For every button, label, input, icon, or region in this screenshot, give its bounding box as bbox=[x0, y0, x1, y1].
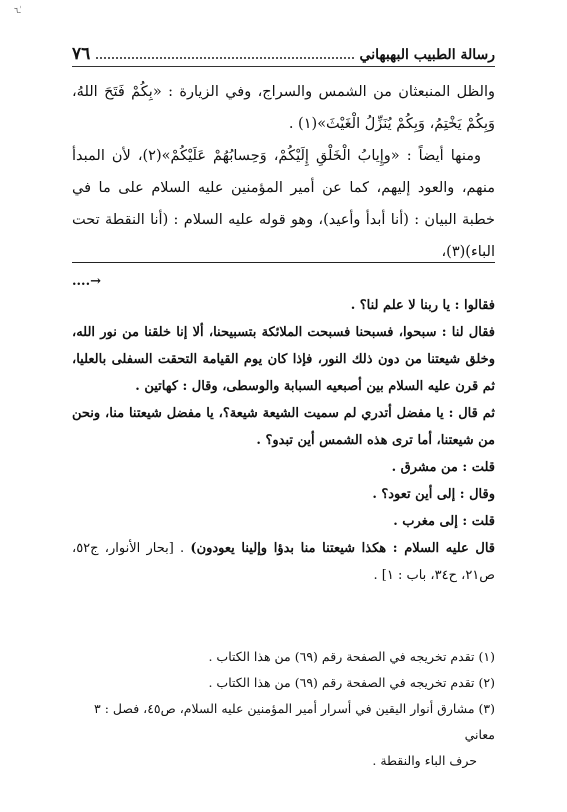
note-citation: . [بحار الأنوار، ج٥٢، ص٢١، ح٣٤، باب : ١] . bbox=[72, 541, 495, 583]
note-line: فقال لنا : سبحوا، فسبحنا فسبحت الملائكة بتسبيحنا، ألا إنا خلقنا من نور الله، وخلق شيعتنا من دون ذلك النور، فإذا كان يوم القيامة التحقت السفلى بالعليا، ثم قرن عليه السلام بين أصبعيه السبابة والوسطى، وقال : كهاتين . bbox=[72, 325, 495, 394]
main-text bbox=[72, 76, 495, 268]
footnote-1: (١) تقدم تخريجه في الصفحة رقم (٦٩) من هذا الكتاب . bbox=[208, 649, 495, 664]
note-line: ثم قال : يا مفضل أتدري لم سميت الشيعة شيعة؟، يا مفضل شيعتنا منا، ونحن من شيعتنا، أما ترى هذه الشمس أين تبدو؟ . bbox=[72, 406, 495, 448]
paragraph: ومنها أيضاً : «وإِيابُ الْخَلْقِ إِلَيْكُمْ، وَحِسابُهُمْ عَلَيْكُمْ»(٢)، لأن المبدأ منهم، والعود إليهم، كما عن أمير المؤمنين عليه السلام على ما في خطبة البيان : (أنا أبدأ وأعيد)، وهو قوله عليه السلام : (أنا النقطة تحت الباء)(٣)، bbox=[72, 148, 495, 260]
page-number: ٧٦ bbox=[72, 44, 91, 64]
header-leader-dots bbox=[96, 57, 353, 59]
note-quote: قال عليه السلام : هكذا شيعتنا منا بدؤا وإلينا يعودون) bbox=[190, 541, 496, 556]
note-line: قلت : إلى مغرب . bbox=[393, 514, 495, 529]
note-line: قلت : من مشرق . bbox=[391, 460, 495, 475]
footnote-3: (٣) مشارق أنوار اليقين في أسرار أمير المؤمنين عليه السلام، ص٤٥، فصل : ٣ معاني bbox=[94, 701, 495, 742]
continued-note bbox=[72, 292, 495, 589]
footnote-2: (٢) تقدم تخريجه في الصفحة رقم (٦٩) من هذا الكتاب . bbox=[208, 675, 495, 690]
running-title: رسالة الطبيب البهبهاني bbox=[359, 47, 495, 63]
paragraph: والظل المنبعثان من الشمس والسراج، وفي الزيارة : «بِكُمْ فَتَحَ اللهُ، وَبِكُمْ يَخْتِمُ، وَبِكُمْ يُنَزِّلُ الْغَيْثَ»(١) . bbox=[72, 84, 495, 132]
continuation-arrow-icon: ....→ bbox=[72, 274, 101, 289]
footnote-divider bbox=[72, 262, 495, 263]
footnote-3-continuation: حرف الباء والنقطة . bbox=[372, 753, 477, 768]
page-header bbox=[72, 40, 495, 67]
scan-mark: ـ٦ٰ bbox=[14, 6, 21, 15]
note-line: فقالوا : يا ربنا لا علم لنا؟ . bbox=[350, 298, 495, 313]
note-line: وقال : إلى أين تعود؟ . bbox=[372, 487, 495, 502]
footnotes bbox=[72, 644, 495, 774]
note-line bbox=[72, 535, 495, 589]
